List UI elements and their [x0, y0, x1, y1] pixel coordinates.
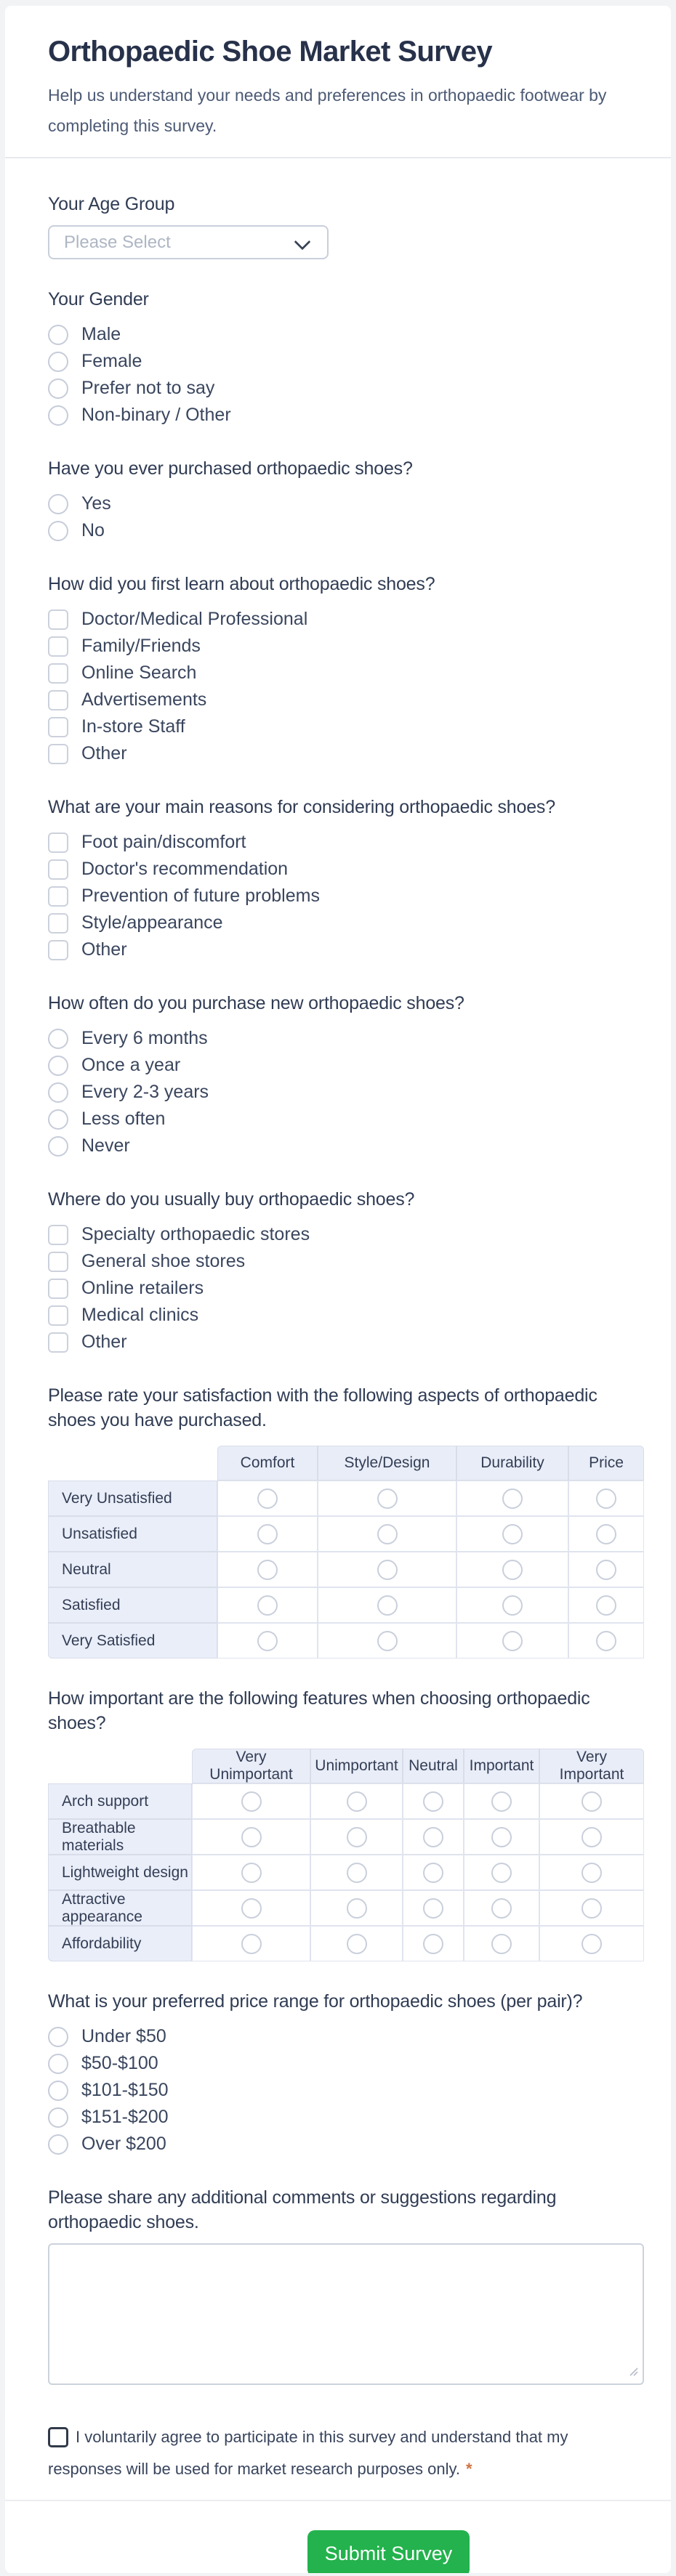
matrix-row-label: Affordability — [48, 1926, 192, 1961]
question-label: What is your preferred price range for orthopaedic shoes (per pair)? — [48, 1991, 583, 2012]
radio-button[interactable] — [596, 1560, 616, 1580]
radio-button[interactable] — [257, 1524, 278, 1544]
matrix-radio-cell[interactable] — [403, 1926, 464, 1961]
option-label: Doctor's recommendation — [81, 859, 289, 879]
checkbox-option[interactable] — [48, 1221, 644, 1248]
matrix-radio-cell[interactable] — [456, 1552, 568, 1587]
radio-option[interactable] — [48, 1106, 644, 1133]
matrix-radio-cell[interactable] — [403, 1819, 464, 1855]
survey-card — [5, 6, 671, 2573]
option-label: $50-$100 — [81, 2053, 158, 2073]
radio-button[interactable] — [423, 1898, 443, 1919]
option-label: Doctor/Medical Professional — [81, 609, 308, 629]
radio-button[interactable] — [502, 1524, 523, 1544]
matrix-radio-cell[interactable] — [464, 1783, 539, 1819]
radio-button[interactable] — [48, 325, 68, 345]
question-label: How important are the following features when choosing orthopaedic shoes? — [48, 1688, 590, 1733]
option-label: Non-binary / Other — [81, 405, 231, 425]
required-asterisk: * — [465, 2460, 472, 2478]
matrix-radio-cell[interactable] — [217, 1587, 318, 1623]
option-label: Once a year — [81, 1055, 181, 1075]
question-block — [48, 1383, 644, 1658]
consent-row — [48, 2421, 644, 2485]
radio-button[interactable] — [582, 1791, 602, 1812]
matrix-radio-cell[interactable] — [464, 1855, 539, 1890]
radio-button[interactable] — [582, 1934, 602, 1954]
radio-button[interactable] — [502, 1595, 523, 1616]
footer-divider — [5, 2500, 671, 2501]
radio-button[interactable] — [377, 1524, 398, 1544]
radio-button[interactable] — [582, 1898, 602, 1919]
checkbox[interactable] — [48, 1332, 68, 1353]
checkbox[interactable] — [48, 609, 68, 630]
matrix-radio-cell[interactable] — [217, 1516, 318, 1552]
radio-option[interactable] — [48, 1079, 644, 1106]
checkbox[interactable] — [48, 886, 68, 907]
options-list — [48, 829, 644, 963]
matrix-radio-cell[interactable] — [310, 1783, 403, 1819]
radio-option[interactable] — [48, 1052, 644, 1079]
radio-button[interactable] — [48, 2134, 68, 2155]
radio-button[interactable] — [241, 1863, 262, 1883]
option-label: Online retailers — [81, 1278, 204, 1298]
radio-option[interactable] — [48, 375, 644, 402]
option-label: General shoe stores — [81, 1251, 246, 1271]
options-list — [48, 1025, 644, 1159]
radio-button[interactable] — [48, 1029, 68, 1049]
age-group-select[interactable] — [48, 225, 329, 259]
matrix-radio-cell[interactable] — [464, 1819, 539, 1855]
matrix-row-label: Lightweight design — [48, 1855, 192, 1890]
checkbox-option[interactable] — [48, 686, 644, 713]
checkbox-option[interactable] — [48, 633, 644, 660]
radio-button[interactable] — [48, 405, 68, 426]
checkbox[interactable] — [48, 913, 68, 933]
matrix-radio-cell[interactable] — [539, 1926, 644, 1961]
question-label: How did you first learn about orthopaedic shoes? — [48, 574, 435, 594]
radio-button[interactable] — [491, 1934, 512, 1954]
option-label: Foot pain/discomfort — [81, 832, 246, 852]
matrix-radio-cell[interactable] — [318, 1587, 456, 1623]
matrix-radio-cell[interactable] — [192, 1890, 310, 1926]
matrix-row-label: Very Satisfied — [48, 1623, 217, 1658]
radio-button[interactable] — [48, 2027, 68, 2047]
option-label: Other — [81, 743, 127, 764]
option-label: Prefer not to say — [81, 378, 215, 398]
checkbox-option[interactable] — [48, 1275, 644, 1302]
checkbox-option[interactable] — [48, 660, 644, 686]
radio-button[interactable] — [241, 1791, 262, 1812]
matrix-column-header: Price — [568, 1446, 644, 1481]
matrix-radio-cell[interactable] — [568, 1481, 644, 1516]
checkbox[interactable] — [48, 690, 68, 710]
option-label: Online Search — [81, 663, 197, 683]
option-label: Family/Friends — [81, 636, 201, 656]
consent-label: I voluntarily agree to participate in this survey and understand that my responses will be used for market research purposes only. — [48, 2428, 568, 2478]
options-list — [48, 490, 644, 544]
question-label: Please share any additional comments or suggestions regarding orthopaedic shoes. — [48, 2187, 557, 2232]
matrix-radio-cell[interactable] — [403, 1855, 464, 1890]
checkbox-option[interactable] — [48, 1302, 644, 1329]
radio-button[interactable] — [423, 1827, 443, 1847]
option-label: Yes — [81, 493, 111, 514]
radio-button[interactable] — [423, 1934, 443, 1954]
comments-textarea[interactable] — [48, 2243, 644, 2385]
radio-option[interactable] — [48, 2023, 644, 2050]
radio-button[interactable] — [48, 378, 68, 399]
radio-button[interactable] — [241, 1898, 262, 1919]
radio-option[interactable] — [48, 2050, 644, 2077]
question-label: How often do you purchase new orthopaedic shoes? — [48, 993, 464, 1013]
checkbox-option[interactable] — [48, 740, 644, 767]
matrix-radio-cell[interactable] — [192, 1926, 310, 1961]
radio-button[interactable] — [347, 1827, 367, 1847]
matrix-radio-cell[interactable] — [568, 1552, 644, 1587]
question-block — [48, 795, 644, 963]
radio-button[interactable] — [48, 2054, 68, 2074]
radio-button[interactable] — [582, 1827, 602, 1847]
matrix-radio-cell[interactable] — [217, 1481, 318, 1516]
radio-option[interactable] — [48, 348, 644, 375]
matrix-row-label: Breathable materials — [48, 1819, 192, 1855]
checkbox[interactable] — [48, 717, 68, 737]
radio-option[interactable] — [48, 1133, 644, 1159]
radio-option[interactable] — [48, 1025, 644, 1052]
radio-button[interactable] — [48, 2081, 68, 2101]
radio-button[interactable] — [377, 1560, 398, 1580]
matrix-column-header: Comfort — [217, 1446, 318, 1481]
page-title: Orthopaedic Shoe Market Survey — [48, 36, 493, 68]
matrix-radio-cell[interactable] — [310, 1926, 403, 1961]
radio-button[interactable] — [491, 1898, 512, 1919]
question-label: What are your main reasons for considering orthopaedic shoes? — [48, 797, 555, 817]
matrix-radio-cell[interactable] — [403, 1783, 464, 1819]
matrix-radio-cell[interactable] — [456, 1516, 568, 1552]
question-block — [48, 1989, 644, 2158]
matrix-radio-cell[interactable] — [539, 1855, 644, 1890]
radio-button[interactable] — [502, 1631, 523, 1651]
radio-button[interactable] — [48, 1109, 68, 1130]
radio-button[interactable] — [48, 352, 68, 372]
matrix-radio-cell[interactable] — [456, 1623, 568, 1658]
radio-button[interactable] — [582, 1863, 602, 1883]
radio-button[interactable] — [423, 1791, 443, 1812]
matrix-row-label: Neutral — [48, 1552, 217, 1587]
matrix-radio-cell[interactable] — [568, 1516, 644, 1552]
question-block — [48, 572, 644, 767]
matrix-radio-cell[interactable] — [464, 1890, 539, 1926]
radio-button[interactable] — [596, 1524, 616, 1544]
checkbox-option[interactable] — [48, 1329, 644, 1356]
radio-button[interactable] — [596, 1489, 616, 1509]
checkbox-option[interactable] — [48, 856, 644, 883]
submit-button[interactable]: Submit Survey — [307, 2530, 470, 2573]
question-block — [48, 991, 644, 1159]
question-block — [48, 1686, 644, 1961]
checkbox[interactable] — [48, 636, 68, 657]
option-label: Other — [81, 1332, 127, 1352]
matrix-radio-cell[interactable] — [568, 1587, 644, 1623]
radio-button[interactable] — [48, 1082, 68, 1103]
matrix-column-header: Very Important — [539, 1749, 644, 1783]
checkbox[interactable] — [48, 1252, 68, 1272]
radio-button[interactable] — [491, 1863, 512, 1883]
question-block — [48, 1187, 644, 1356]
radio-button[interactable] — [502, 1560, 523, 1580]
matrix-row-label: Unsatisfied — [48, 1516, 217, 1552]
resize-handle-icon[interactable] — [628, 2366, 638, 2380]
radio-button[interactable] — [48, 494, 68, 514]
matrix-column-header: Important — [464, 1749, 539, 1783]
option-label: $101-$150 — [81, 2080, 169, 2100]
options-list — [48, 606, 644, 767]
option-label: Never — [81, 1135, 130, 1156]
question-label: Please rate your satisfaction with the following aspects of orthopaedic shoes you have purchased. — [48, 1385, 597, 1430]
question-label: Have you ever purchased orthopaedic shoes? — [48, 458, 413, 479]
options-list — [48, 2023, 644, 2158]
options-list — [48, 321, 644, 429]
checkbox-option[interactable] — [48, 606, 644, 633]
matrix-column-header: Style/Design — [318, 1446, 456, 1481]
radio-option[interactable] — [48, 402, 644, 429]
option-label: Male — [81, 324, 121, 344]
checkbox[interactable] — [48, 1225, 68, 1245]
radio-button[interactable] — [48, 521, 68, 541]
matrix-radio-cell[interactable] — [217, 1623, 318, 1658]
questions-container — [48, 192, 644, 2485]
radio-option[interactable] — [48, 2077, 644, 2104]
options-list — [48, 1221, 644, 1356]
matrix-radio-cell[interactable] — [217, 1552, 318, 1587]
radio-button[interactable] — [347, 1791, 367, 1812]
checkbox-option[interactable] — [48, 1248, 644, 1275]
option-label: Prevention of future problems — [81, 886, 320, 906]
matrix-column-header: Neutral — [403, 1749, 464, 1783]
checkbox-option[interactable] — [48, 713, 644, 740]
radio-button[interactable] — [257, 1489, 278, 1509]
matrix-row-label: Arch support — [48, 1783, 192, 1819]
question-label: Where do you usually buy orthopaedic shoes? — [48, 1189, 415, 1210]
radio-button[interactable] — [596, 1631, 616, 1651]
question-block — [48, 2185, 644, 2385]
radio-option[interactable] — [48, 517, 644, 544]
matrix-corner-cell — [48, 1446, 217, 1481]
matrix-radio-cell[interactable] — [464, 1926, 539, 1961]
checkbox[interactable] — [48, 1279, 68, 1299]
radio-button[interactable] — [347, 1898, 367, 1919]
checkbox[interactable] — [48, 859, 68, 880]
radio-button[interactable] — [377, 1489, 398, 1509]
matrix-column-header: Very Unimportant — [192, 1749, 310, 1783]
matrix-table — [48, 1446, 644, 1658]
matrix-radio-cell[interactable] — [318, 1481, 456, 1516]
matrix-column-header: Durability — [456, 1446, 568, 1481]
matrix-radio-cell[interactable] — [456, 1481, 568, 1516]
option-label: Over $200 — [81, 2134, 166, 2154]
matrix-radio-cell[interactable] — [318, 1516, 456, 1552]
option-label: Every 6 months — [81, 1028, 208, 1048]
option-label: Every 2-3 years — [81, 1082, 209, 1102]
checkbox[interactable] — [48, 744, 68, 764]
radio-button[interactable] — [596, 1595, 616, 1616]
matrix-radio-cell[interactable] — [318, 1552, 456, 1587]
matrix-row-label: Attractive appearance — [48, 1890, 192, 1926]
matrix-radio-cell[interactable] — [310, 1855, 403, 1890]
radio-button[interactable] — [257, 1631, 278, 1651]
matrix-radio-cell[interactable] — [456, 1587, 568, 1623]
matrix-radio-cell[interactable] — [318, 1623, 456, 1658]
matrix-radio-cell[interactable] — [539, 1819, 644, 1855]
option-label: Medical clinics — [81, 1305, 199, 1325]
question-block — [48, 287, 644, 429]
option-label: No — [81, 520, 105, 540]
question-block — [48, 456, 644, 544]
radio-button[interactable] — [423, 1863, 443, 1883]
radio-option[interactable] — [48, 2104, 644, 2131]
radio-option[interactable] — [48, 321, 644, 348]
matrix-table — [48, 1749, 644, 1961]
consent-checkbox[interactable] — [48, 2427, 68, 2447]
checkbox[interactable] — [48, 663, 68, 684]
matrix-row-label: Satisfied — [48, 1587, 217, 1623]
matrix-radio-cell[interactable] — [568, 1623, 644, 1658]
question-label: Your Age Group — [48, 194, 175, 214]
option-label: Advertisements — [81, 689, 207, 710]
matrix-radio-cell[interactable] — [539, 1783, 644, 1819]
radio-button[interactable] — [48, 2107, 68, 2128]
checkbox[interactable] — [48, 940, 68, 960]
option-label: Other — [81, 939, 127, 960]
header-divider — [5, 157, 671, 158]
radio-button[interactable] — [48, 1136, 68, 1157]
radio-button[interactable] — [241, 1827, 262, 1847]
radio-button[interactable] — [241, 1934, 262, 1954]
radio-button[interactable] — [377, 1631, 398, 1651]
matrix-radio-cell[interactable] — [310, 1890, 403, 1926]
radio-button[interactable] — [491, 1791, 512, 1812]
option-label: Female — [81, 351, 142, 371]
matrix-radio-cell[interactable] — [539, 1890, 644, 1926]
checkbox[interactable] — [48, 833, 68, 853]
checkbox-option[interactable] — [48, 883, 644, 910]
option-label: Specialty orthopaedic stores — [81, 1224, 310, 1244]
radio-button[interactable] — [347, 1934, 367, 1954]
checkbox[interactable] — [48, 1305, 68, 1326]
question-label: Your Gender — [48, 289, 149, 309]
matrix-radio-cell[interactable] — [403, 1890, 464, 1926]
option-label: In-store Staff — [81, 716, 185, 737]
checkbox-option[interactable] — [48, 910, 644, 936]
radio-option[interactable] — [48, 2131, 644, 2158]
question-block — [48, 192, 644, 259]
radio-button[interactable] — [48, 1056, 68, 1076]
matrix-column-header: Unimportant — [310, 1749, 403, 1783]
radio-button[interactable] — [257, 1560, 278, 1580]
radio-button[interactable] — [347, 1863, 367, 1883]
checkbox-option[interactable] — [48, 829, 644, 856]
matrix-radio-cell[interactable] — [310, 1819, 403, 1855]
matrix-row-label: Very Unsatisfied — [48, 1481, 217, 1516]
matrix-corner-cell — [48, 1749, 192, 1783]
option-label: Less often — [81, 1109, 166, 1129]
chevron-down-icon — [294, 234, 311, 251]
select-placeholder: Please Select — [64, 232, 171, 252]
option-label: Under $50 — [81, 2026, 166, 2046]
radio-button[interactable] — [491, 1827, 512, 1847]
matrix-radio-cell[interactable] — [192, 1819, 310, 1855]
radio-button[interactable] — [502, 1489, 523, 1509]
matrix-radio-cell[interactable] — [192, 1855, 310, 1890]
radio-button[interactable] — [257, 1595, 278, 1616]
page-subtitle: Help us understand your needs and preferences in orthopaedic footwear by completing this survey. — [48, 86, 607, 135]
checkbox-option[interactable] — [48, 936, 644, 963]
option-label: Style/appearance — [81, 912, 223, 933]
option-label: $151-$200 — [81, 2107, 169, 2127]
radio-option[interactable] — [48, 490, 644, 517]
matrix-radio-cell[interactable] — [192, 1783, 310, 1819]
radio-button[interactable] — [377, 1595, 398, 1616]
